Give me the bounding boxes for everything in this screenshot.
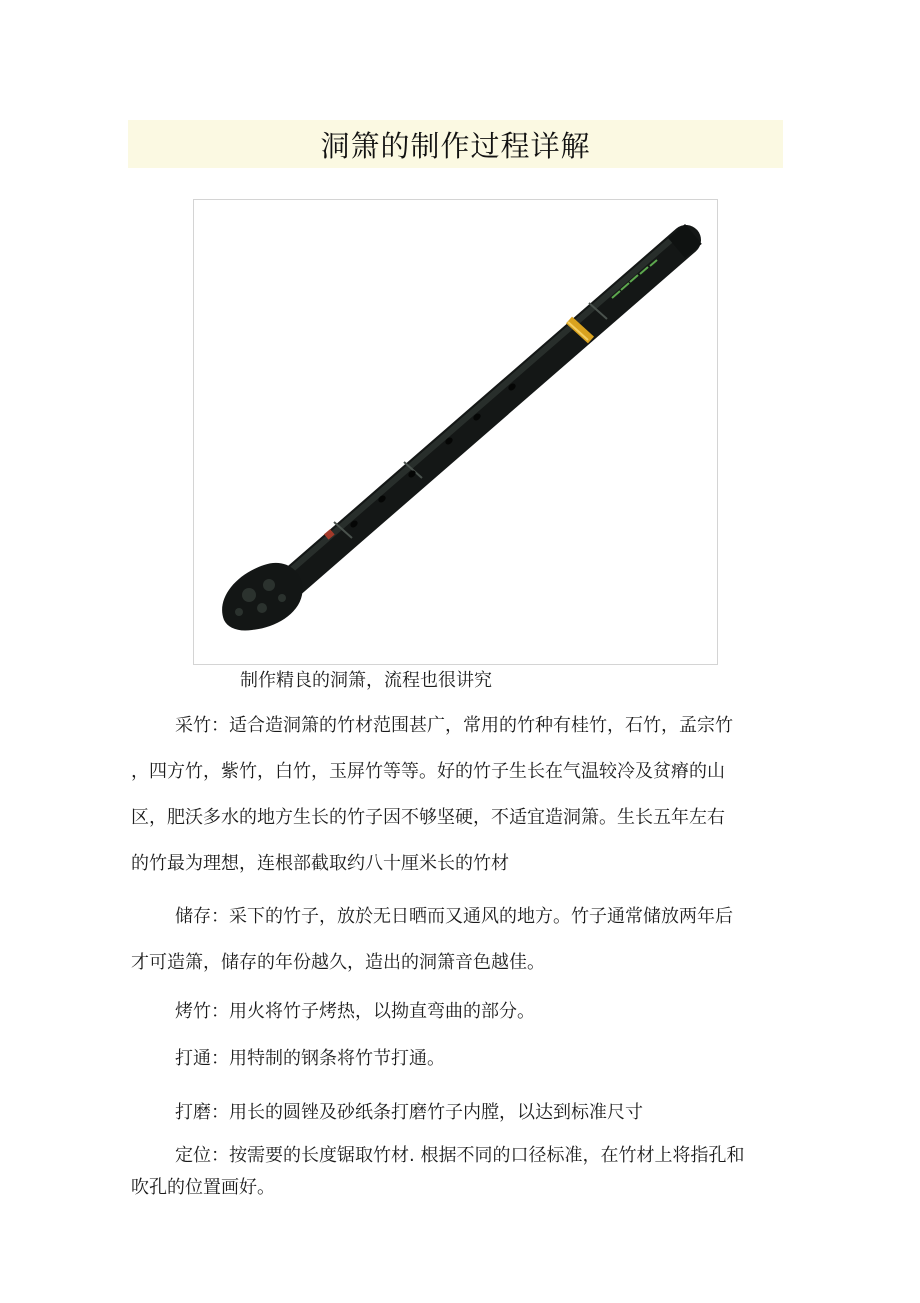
figure-caption: 制作精良的洞箫，流程也很讲究 <box>240 670 492 691</box>
text-line: 采竹：适合造洞箫的竹材范围甚广，常用的竹种有桂竹，石竹，孟宗竹 <box>175 715 733 736</box>
text-line: 烤竹：用火将竹子烤热，以拗直弯曲的部分。 <box>175 1001 535 1022</box>
text-line: 打磨：用长的圆锉及砂纸条打磨竹子内膛，以达到标准尺寸 <box>175 1102 643 1123</box>
paragraph-storage <box>131 894 791 986</box>
title-band <box>128 120 783 168</box>
page-title: 洞箫的制作过程详解 <box>320 128 591 163</box>
root-carving <box>222 563 302 631</box>
paragraph-positioning <box>131 1140 791 1204</box>
text-line: 的竹最为理想，连根部截取约八十厘米长的竹材 <box>131 853 509 874</box>
text-line: 吹孔的位置画好。 <box>131 1177 275 1198</box>
text-line: 区，肥沃多水的地方生长的竹子因不够坚硬，不适宜造洞箫。生长五年左右 <box>131 807 725 828</box>
paragraph-roasting <box>131 989 791 1035</box>
dongxiao-flute-photo-icon <box>194 200 717 664</box>
text-line: ，四方竹，紫竹，白竹，玉屏竹等等。好的竹子生长在气温较冷及贫瘠的山 <box>131 761 725 782</box>
paragraph-boring <box>131 1036 791 1082</box>
figure-frame <box>193 199 718 665</box>
text-line: 定位：按需要的长度锯取竹材. 根据不同的口径标准，在竹材上将指孔和 <box>175 1145 745 1166</box>
text-line: 打通：用特制的钢条将竹节打通。 <box>175 1048 445 1069</box>
text-line: 储存：采下的竹子，放於无日晒而又通风的地方。竹子通常储放两年后 <box>175 906 733 927</box>
paragraph-harvest <box>131 703 791 887</box>
paragraph-polishing <box>131 1090 791 1136</box>
text-line: 才可造箫，储存的年份越久，造出的洞箫音色越佳。 <box>131 952 545 973</box>
